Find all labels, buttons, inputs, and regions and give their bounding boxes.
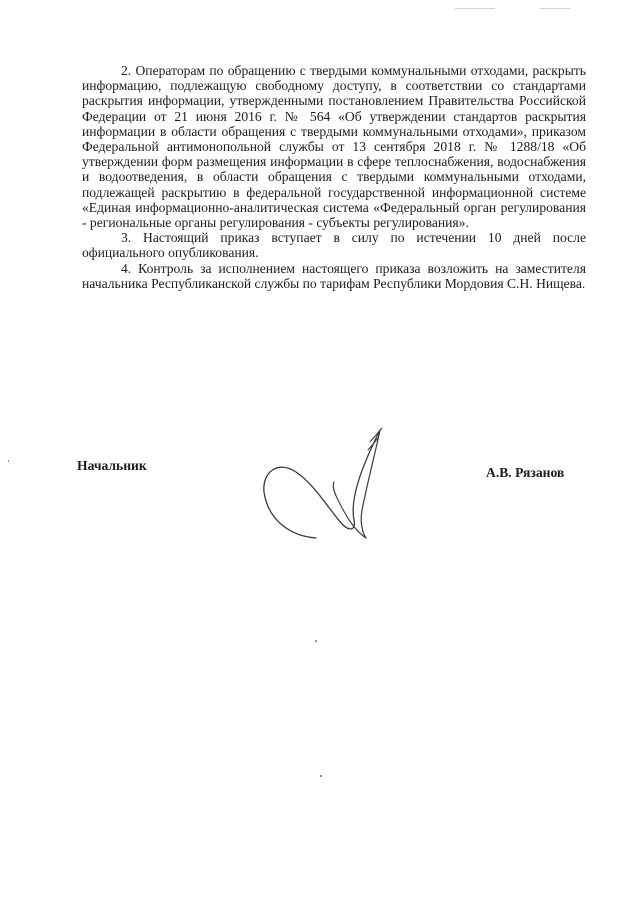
paragraph-3: 3. Настоящий приказ вступает в силу по истечении 10 дней после официального опубликования. — [82, 230, 586, 261]
handwritten-signature — [250, 420, 400, 550]
scan-speck — [455, 8, 495, 9]
signatory-title: Начальник — [77, 458, 147, 473]
scan-speck — [315, 640, 317, 642]
scan-speck — [540, 8, 570, 9]
scan-speck — [320, 775, 322, 777]
document-body — [82, 63, 586, 291]
scan-speck — [8, 460, 9, 462]
paragraph-2: 2. Операторам по обращению с твердыми коммунальными отходами, раскрыть информацию, подлежащую свободному доступу, в соответствии со стандартами раскрытия информации, утвержденными постановлением Правительства Российской Федерации от 21 июня 2016 г. № 564 «Об утверждении стандартов раскрытия информации в области обращения с твердыми коммунальными отходами», приказом Федеральной антимонопольной службы от 13 сентября 2018 г. № 1288/18 «Об утверждении форм размещения информации в сфере теплоснабжения, водоснабжения и водоотведения, в области обращения с твердыми коммунальными отходами, подлежащей раскрытию в федеральной государственной информационной системе «Единая информационно-аналитическая система «Федеральный орган регулирования - региональные органы регулирования - субъекты регулирования». — [82, 63, 586, 231]
paragraph-4: 4. Контроль за исполнением настоящего приказа возложить на заместителя начальника Республиканской службы по тарифам Республики Мордовия С.Н. Нищева. — [82, 260, 586, 291]
signatory-name: А.В. Рязанов — [486, 465, 565, 480]
